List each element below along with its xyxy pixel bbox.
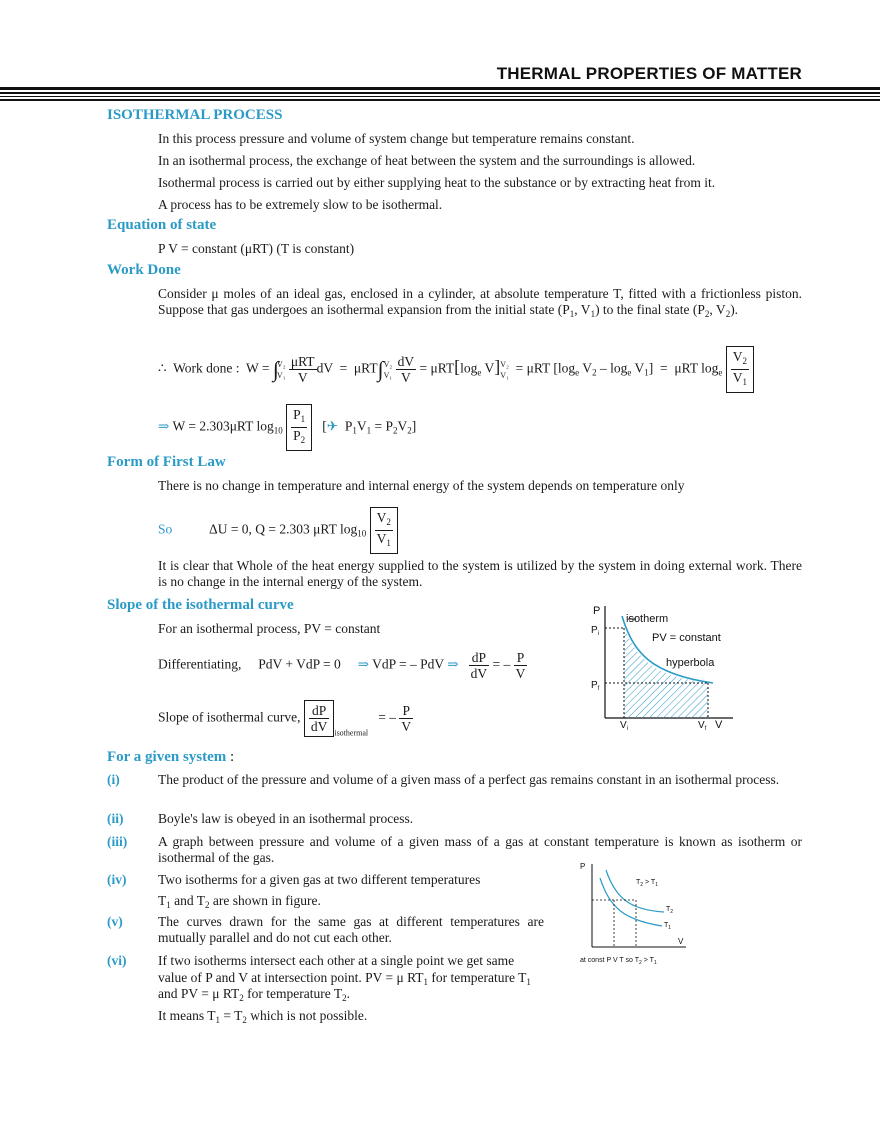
page-title: THERMAL PROPERTIES OF MATTER (496, 64, 802, 83)
work-done-result: ⇒ W = 2.303μRT $\log_{10}$ $\frac{P_1}{P_2}$ [✈ $P_1V_1 = P_2V_2$] (158, 404, 416, 451)
list-item-continuation: value of P and V at intersection point. PV = μ $RT_1$ for temperature $T_1$ (158, 970, 531, 987)
first-law-equation: So ΔU = 0, Q = 2.303 μRT $\log_{10}$ $\frac{V_2}{V_1}$ (158, 507, 398, 554)
list-number: (i) (107, 772, 120, 787)
t2-gt-t1-label: $T_2 > T_1$ (636, 879, 658, 888)
pi-label: $P_i$ (591, 625, 600, 637)
equation-of-state-text: P V = constant (μRT) (T is constant) (158, 241, 355, 256)
slope-line: For an isothermal process, PV = constant (158, 621, 381, 636)
two-isotherms-graph (576, 856, 696, 968)
first-law-line: There is no change in temperature and internal energy of the system depends on temperature only (158, 478, 685, 493)
p-axis-label: P (593, 605, 601, 617)
first-law-paragraph: It is clear that Whole of the heat energy supplied to the system is utilized by the system in doing external work. There is no change in the internal energy of the system. (158, 558, 802, 589)
vi-label: $V_i$ (620, 720, 629, 732)
heading-equation-of-state: Equation of state (107, 217, 217, 233)
list-number: (iii) (107, 834, 128, 849)
graph-caption: at const P V T so $T_2 > T_1$ (580, 957, 657, 966)
list-number: (vi) (107, 953, 127, 968)
heading-work-done: Work Done (107, 262, 181, 278)
heading-slope: Slope of the isothermal curve (107, 597, 294, 613)
list-item: A graph between pressure and volume of a given mass of a gas at constant temperature is known as isotherm or isothermal of the gas. (158, 834, 802, 865)
list-number: (iv) (107, 872, 127, 887)
v-axis-label: V (715, 719, 723, 731)
paragraph-line: In an isothermal process, the exchange of heat between the system and the surroundings is allowed. (158, 153, 696, 168)
list-number: (ii) (107, 811, 124, 826)
list-item-continuation: and PV = μ $RT_2$ for temperature $T_2$. (158, 986, 351, 1003)
pv-constant-label: PV = constant (652, 632, 721, 644)
paragraph-line: Isothermal process is carried out by either supplying heat to the substance or by extracting heat from it. (158, 175, 716, 190)
v-axis-label: V (678, 937, 684, 946)
list-item: If two isotherms intersect each other at a single point we get same (158, 953, 515, 968)
list-item: Two isotherms for a given gas at two different temperatures (158, 872, 481, 887)
isotherm-label: isotherm (626, 613, 669, 625)
isotherm-graph (588, 602, 748, 734)
differentiating-equation: Differentiating, PdV + VdP = 0 ⇒ VdP = – PdV ⇒ $\frac{dP}{dV}$ = – $\frac{P}{V}$ (158, 650, 526, 681)
paragraph-line: In this process pressure and volume of system change but temperature remains constant. (158, 131, 635, 146)
heading-isothermal-process: ISOTHERMAL PROCESS (107, 107, 283, 123)
list-item: The product of the pressure and volume of a given mass of a perfect gas remains constant in an isothermal process. (158, 772, 780, 787)
heading-first-law: Form of First Law (107, 454, 226, 470)
work-done-equation: ∴ Work done : W = ∫ V₂ V₁ $\frac{\text{μRT}}{V}$ dV = μRT∫ V₂ V₁ $\frac{dV}{V}$ = $\mu RT[\log_e$ V] V₂ V₁ = μRT [$\log_e$ $V_2 - \log_e V_1] = \mu RT$ $\log_e$ $\frac{V_2}{V_1}$ (158, 346, 754, 393)
conclusion-line: It means $T_1 = T_2$ which is not possible. (158, 1008, 368, 1025)
header-rule (0, 87, 880, 101)
hyperbola-label: hyperbola (666, 657, 715, 669)
heading-given-system: For a given system : (107, 749, 235, 765)
list-number: (v) (107, 914, 123, 929)
vf-label: $V_f$ (698, 720, 707, 732)
list-item: The curves drawn for the same gas at different temperatures are mutually parallel and do not cut each other. (158, 914, 544, 945)
list-item-continuation: $T_1$ and $T_2$ are shown in figure. (158, 893, 321, 910)
slope-equation: Slope of isothermal curve, $\frac{dP}{dV}$ $_{isothermal}$ = – $\frac{P}{V}$ (158, 700, 413, 738)
t2-label: $T_2$ (666, 906, 674, 915)
pf-label: $P_f$ (591, 680, 600, 692)
work-done-paragraph: Consider μ moles of an ideal gas, enclosed in a cylinder, at absolute temperature T, fitted with a frictionless piston. Suppose that gas undergoes an isothermal expansion from the initial state ($P_1$, $V_1$) to the final state ($P_2$, $V_2$). (158, 286, 802, 319)
p-axis-label: P (580, 862, 586, 871)
paragraph-line: A process has to be extremely slow to be isothermal. (158, 197, 443, 212)
list-item: Boyle's law is obeyed in an isothermal process. (158, 811, 414, 826)
t1-label: $T_1$ (664, 922, 672, 931)
